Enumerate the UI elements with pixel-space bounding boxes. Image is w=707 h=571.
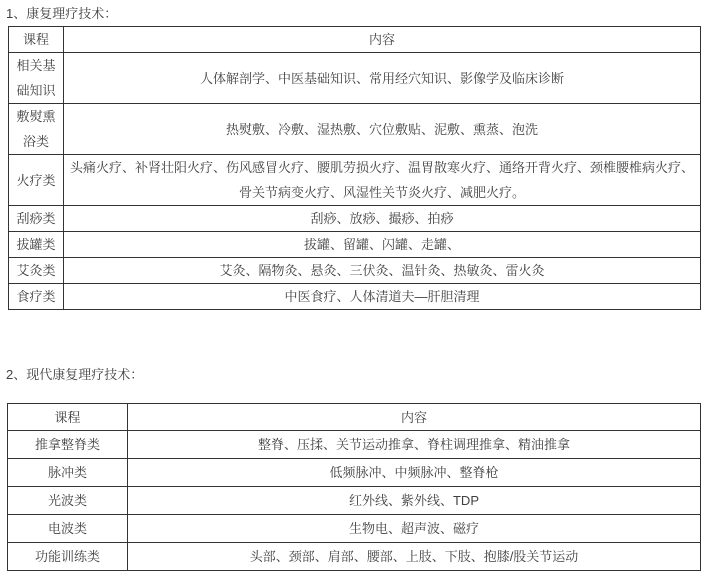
- course-cell: 刮痧类: [9, 206, 64, 232]
- content-cell: 中医食疗、人体清道夫—肝胆清理: [64, 284, 701, 310]
- course-cell: 相关基础知识: [9, 53, 64, 104]
- table-header-row: [9, 27, 701, 53]
- table-row: [8, 515, 701, 543]
- table-header-row: [8, 404, 701, 431]
- course-cell: 拔罐类: [9, 232, 64, 258]
- course-cell: 光波类: [8, 487, 128, 515]
- table-row: [8, 487, 701, 515]
- content-cell: 人体解剖学、中医基础知识、常用经穴知识、影像学及临床诊断: [64, 53, 701, 104]
- table-row: [8, 543, 701, 571]
- table-row: [8, 459, 701, 487]
- course-cell: 功能训练类: [8, 543, 128, 571]
- table-row: [9, 284, 701, 310]
- column-header-course: 课程: [9, 27, 64, 53]
- column-header-content: 内容: [128, 404, 701, 431]
- column-header-course: 课程: [8, 404, 128, 431]
- content-cell: 热熨敷、冷敷、湿热敷、穴位敷贴、泥敷、熏蒸、泡洗: [64, 104, 701, 155]
- column-header-content: 内容: [64, 27, 701, 53]
- modern-rehab-therapy-table: [7, 403, 701, 571]
- table-row: [8, 431, 701, 459]
- content-cell: 生物电、超声波、磁疗: [128, 515, 701, 543]
- content-cell: 艾灸、隔物灸、悬灸、三伏灸、温针灸、热敏灸、雷火灸: [64, 258, 701, 284]
- table-row: [9, 258, 701, 284]
- course-cell: 推拿整脊类: [8, 431, 128, 459]
- course-cell: 脉冲类: [8, 459, 128, 487]
- course-cell: 敷熨熏浴类: [9, 104, 64, 155]
- content-cell: 头部、颈部、肩部、腰部、上肢、下肢、抱膝/股关节运动: [128, 543, 701, 571]
- table-row: [9, 53, 701, 104]
- section-1-title: 1、康复理疗技术：: [6, 6, 118, 21]
- course-cell: 火疗类: [9, 155, 64, 206]
- table-row: [9, 104, 701, 155]
- table-row: [9, 155, 701, 206]
- rehab-therapy-table: [8, 26, 701, 310]
- section-2-title: 2、现代康复理疗技术：: [6, 367, 144, 382]
- table-row: [9, 232, 701, 258]
- course-cell: 食疗类: [9, 284, 64, 310]
- content-cell: 红外线、紫外线、TDP: [128, 487, 701, 515]
- content-cell: 整脊、压揉、关节运动推拿、脊柱调理推拿、精油推拿: [128, 431, 701, 459]
- content-cell: 低频脉冲、中频脉冲、整脊枪: [128, 459, 701, 487]
- course-cell: 电波类: [8, 515, 128, 543]
- content-cell: 头痛火疗、补肾壮阳火疗、伤风感冒火疗、腰肌劳损火疗、温胃散寒火疗、通络开背火疗、颈椎腰椎病火疗、骨关节病变火疗、风湿性关节炎火疗、减肥火疗。: [64, 155, 701, 206]
- content-cell: 刮痧、放痧、撮痧、拍痧: [64, 206, 701, 232]
- content-cell: 拔罐、留罐、闪罐、走罐、: [64, 232, 701, 258]
- course-cell: 艾灸类: [9, 258, 64, 284]
- table-row: [9, 206, 701, 232]
